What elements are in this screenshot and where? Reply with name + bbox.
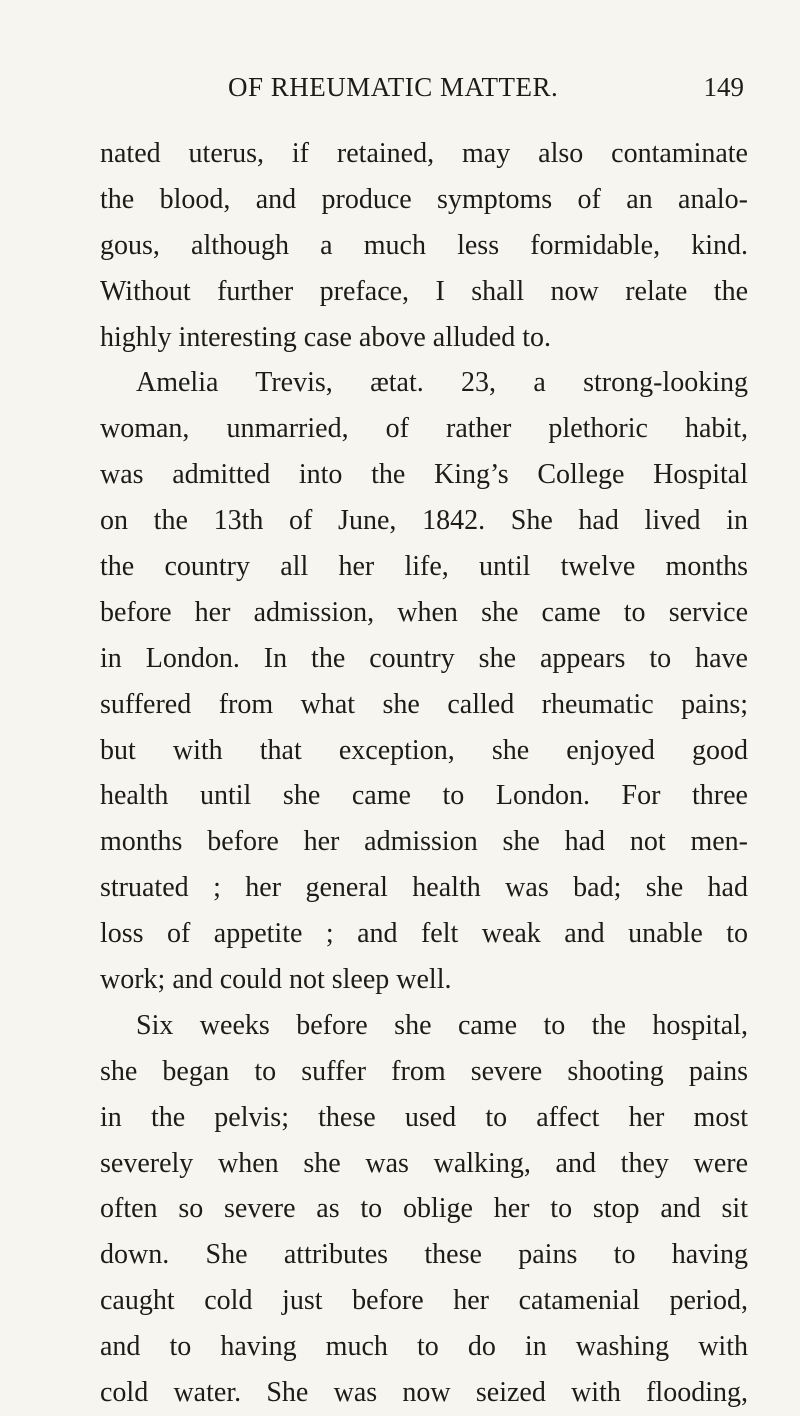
text-line: but with that exception, she enjoyed good [100,734,748,766]
text-line: was admitted into the King’s College Hospital [100,459,748,491]
text-line: struated ; her general health was bad; she had [100,872,748,904]
text-line: severely when she was walking, and they were [100,1147,748,1179]
text-line: before her admission, when she came to service [100,596,748,628]
text-line: often so severe as to oblige her to stop and sit [100,1193,748,1225]
body-text [100,131,748,1416]
text-line: gous, although a much less formidable, kind. [100,229,748,261]
text-line: and to having much to do in washing with [100,1331,748,1363]
text-line: in the pelvis; these used to affect her most [100,1101,748,1133]
text-line: in London. In the country she appears to have [100,642,748,674]
running-title: OF RHEUMATIC MATTER. [228,72,559,102]
text-line: health until she came to London. For three [100,780,748,812]
text-line: loss of appetite ; and felt weak and unable to [100,918,748,950]
text-line: Six weeks before she came to the hospital, [136,1009,748,1041]
text-line: woman, unmarried, of rather plethoric habit, [100,413,748,445]
text-line: cold water. She was now seized with flooding, [100,1377,748,1409]
text-line: months before her admission she had not men- [100,826,748,858]
page-number: 149 [703,72,744,102]
text-line: the blood, and produce symptoms of an analo- [100,183,748,215]
text-line: Amelia Trevis, ætat. 23, a strong-looking [136,367,748,399]
running-head [100,72,748,112]
text-line: nated uterus, if retained, may also contaminate [100,138,748,169]
text-line: down. She attributes these pains to having [100,1239,748,1271]
text-line: she began to suffer from severe shooting pains [100,1055,748,1087]
text-line: suffered from what she called rheumatic pains; [100,688,748,720]
text-line: the country all her life, until twelve months [100,551,748,583]
text-line: on the 13th of June, 1842. She had lived in [100,505,748,537]
text-line: highly interesting case above alluded to. [100,321,551,353]
text-line: Without further preface, I shall now relate the [100,275,748,307]
text-line: caught cold just before her catamenial period, [100,1285,748,1317]
text-line: work; and could not sleep well. [100,964,452,996]
